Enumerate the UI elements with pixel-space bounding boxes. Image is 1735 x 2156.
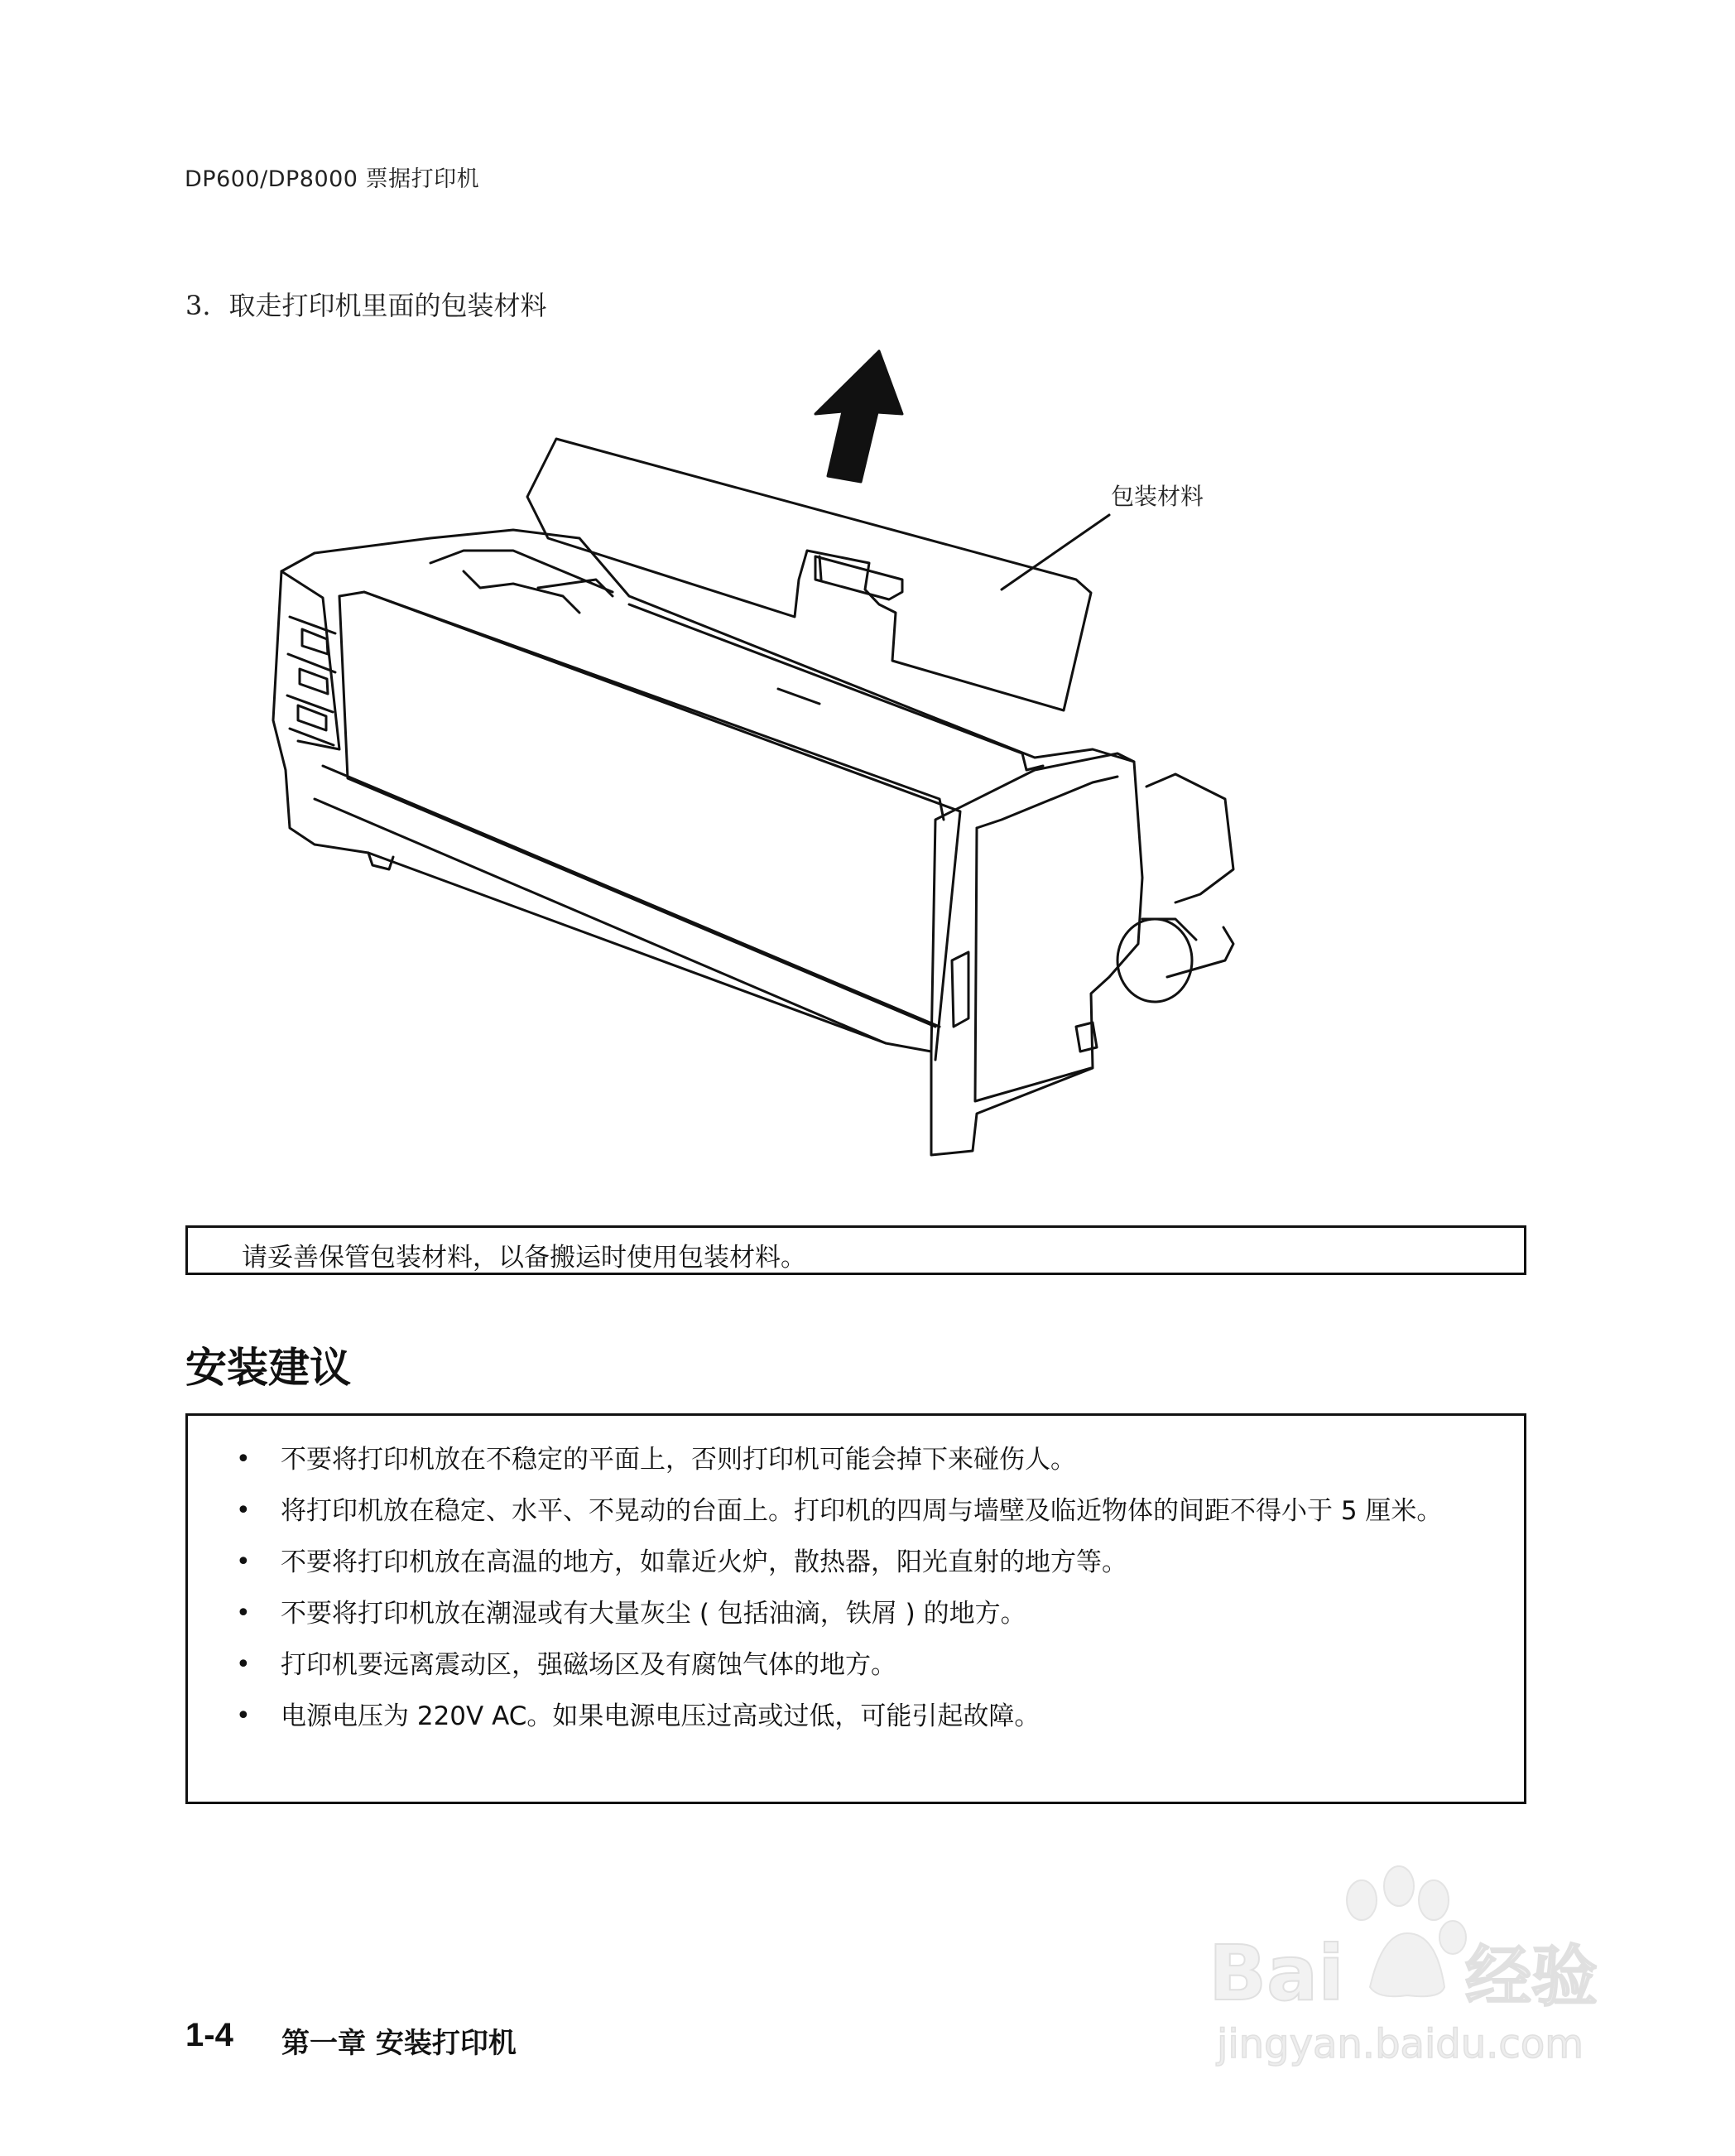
tip-text: 不要将打印机放在潮湿或有大量灰尘 ( 包括油滴，铁屑 ) 的地方。: [281, 1599, 1026, 1629]
bullet-icon: •: [236, 1701, 251, 1730]
tip-item: [188, 1485, 1524, 1537]
packing-material-shape: [527, 439, 1109, 710]
up-arrow-icon: [815, 351, 902, 482]
bullet-icon: •: [236, 1496, 251, 1525]
packing-material-label: 包装材料: [1111, 483, 1204, 510]
tip-item: [188, 1537, 1524, 1588]
svg-text:jingyan.baidu.com: jingyan.baidu.com: [1217, 2021, 1584, 2067]
baidu-watermark-logo: [1192, 1822, 1622, 2070]
tip-text: 电源电压为 220V AC。如果电源电压过高或过低，可能引起故障。: [281, 1701, 1041, 1731]
step-text: 取走打印机里面的包装材料: [228, 290, 547, 321]
document-header: DP600/DP8000 票据打印机: [185, 166, 480, 192]
tip-item: [188, 1588, 1524, 1639]
step-number: 3.: [185, 290, 211, 321]
bullet-icon: •: [236, 1445, 251, 1474]
printer-illustration: [248, 339, 1283, 1184]
chapter-title: 第一章 安装打印机: [281, 2027, 517, 2060]
step-instruction: [185, 285, 547, 323]
svg-text:Bai: Bai: [1209, 1929, 1344, 2018]
printer-body-shape: [273, 530, 1233, 1155]
tip-text: 不要将打印机放在不稳定的平面上，否则打印机可能会掉下来碰伤人。: [281, 1445, 1076, 1475]
note-text: 请妥善保管包装材料，以备搬运时使用包装材料。: [242, 1243, 806, 1273]
tips-list: [188, 1416, 1524, 1742]
tip-item: [188, 1639, 1524, 1691]
tip-item: [188, 1691, 1524, 1742]
tip-text: 打印机要远离震动区，强磁场区及有腐蚀气体的地方。: [281, 1650, 896, 1680]
installation-tips-box: [185, 1413, 1526, 1804]
bullet-icon: •: [236, 1599, 251, 1628]
tip-text: 将打印机放在稳定、水平、不晃动的台面上。打印机的四周与墙壁及临近物体的间距不得小于 5 厘米。: [281, 1496, 1443, 1526]
tip-text: 不要将打印机放在高温的地方，如靠近火炉，散热器，阳光直射的地方等。: [281, 1547, 1127, 1577]
svg-text:经验: 经验: [1465, 1938, 1598, 2015]
note-box: [185, 1225, 1526, 1275]
page-number: 1-4: [185, 2017, 233, 2053]
bullet-icon: •: [236, 1547, 251, 1576]
section-title: 安装建议: [185, 1344, 351, 1392]
tip-item: [188, 1434, 1524, 1485]
bullet-icon: •: [236, 1650, 251, 1679]
